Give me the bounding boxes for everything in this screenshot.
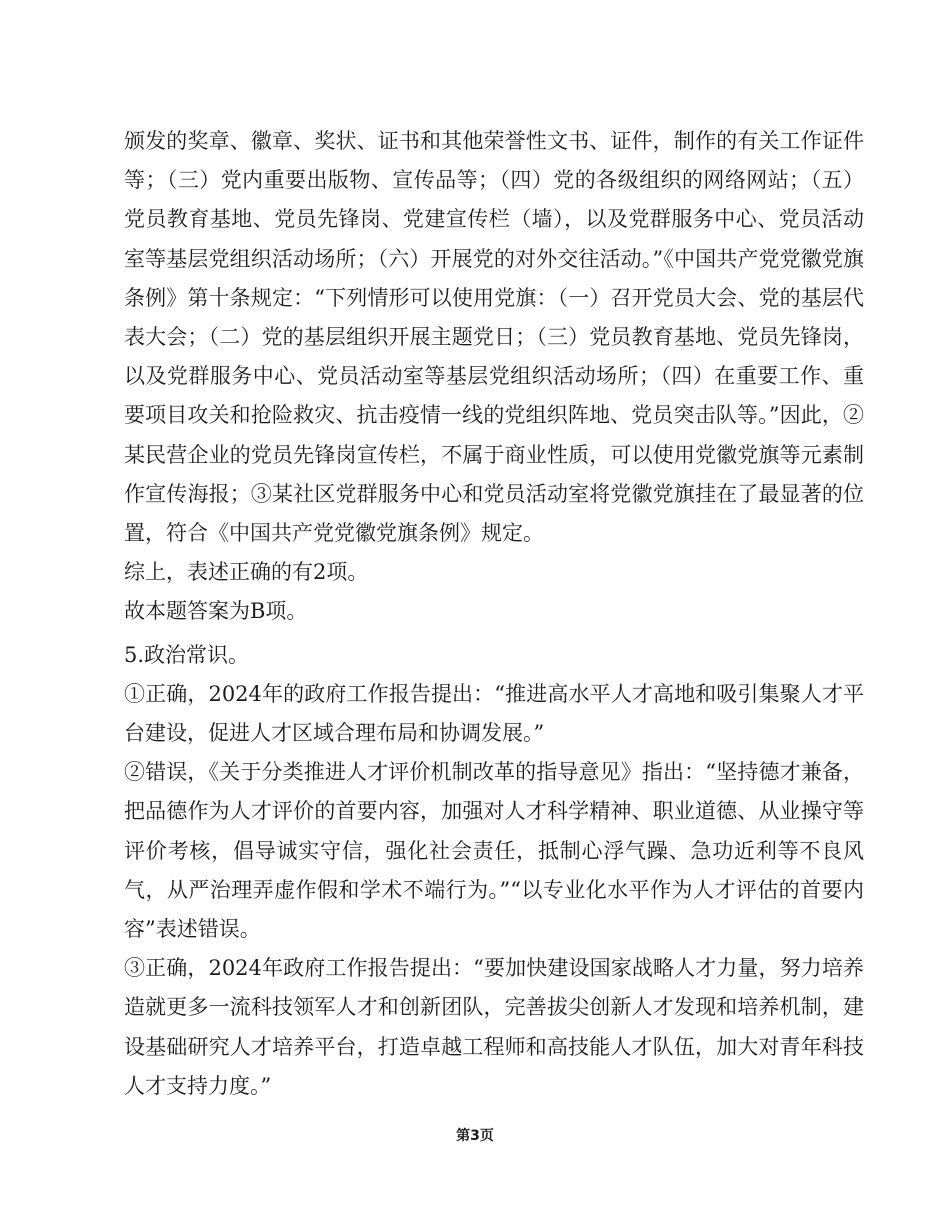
paragraph-point-1: ①正确，2024年的政府工作报告提出：“推进高水平人才高地和吸引集聚人才平台建设，促进人才区域合理布局和协调发展。”: [124, 681, 864, 746]
paragraph-point-3: ③正确，2024年政府工作报告提出：“要加快建设国家战略人才力量，努力培养造就更多一流科技领军人才和创新团队，完善拔尖创新人才发现和培养机制，建设基础研究人才培养平台，打造卓越工程师和高技能人才队伍，加大对青年科技人才支持力度。”: [124, 956, 864, 1098]
paragraph-answer: 故本题答案为B项。: [124, 599, 308, 624]
paragraph-flag-usage: 颁发的奖章、徽章、奖状、证书和其他荣誉性文书、证件，制作的有关工作证件等；（三）党内重要出版物、宣传品等；（四）党的各级组织的网络网站；（五）党员教育基地、党员先锋岗、党建宣传栏（墙），以及党群服务中心、党员活动室等基层党组织活动场所；（六）开展党的对外交往活动。”《中国共产党党徽党旗条例》第十条规定：“下列情形可以使用党旗：（一）召开党员大会、党的基层代表大会；（二）党的基层组织开展主题党日；（三）党员教育基地、党员先锋岗，以及党群服务中心、党员活动室等基层党组织活动场所；（四）在重要工作、重要项目攻关和抢险救灾、抗击疫情一线的党组织阵地、党员突击队等。”因此，②某民营企业的党员先锋岗宣传栏，不属于商业性质，可以使用党徽党旗等元素制作宣传海报；③某社区党群服务中心和党员活动室将党徽党旗挂在了最显著的位置，符合《中国共产党党徽党旗条例》规定。: [124, 129, 864, 546]
paragraph-summary: 综上，表述正确的有2项。: [124, 560, 369, 585]
paragraph-point-2: ②错误，《关于分类推进人才评价机制改革的指导意见》指出：“坚持德才兼备，把品德作为人才评价的首要内容，加强对人才科学精神、职业道德、从业操守等评价考核，倡导诚实守信，强化社会责任，抵制心浮气躁、急功近利等不良风气，从严治理弄虚作假和学术不端行为。”“以专业化水平作为人才评估的首要内容”表述错误。: [124, 760, 864, 942]
document-body: [124, 122, 864, 1106]
page-number: 第3页: [456, 1128, 494, 1144]
paragraph-question-heading: 5.政治常识。: [124, 642, 250, 667]
